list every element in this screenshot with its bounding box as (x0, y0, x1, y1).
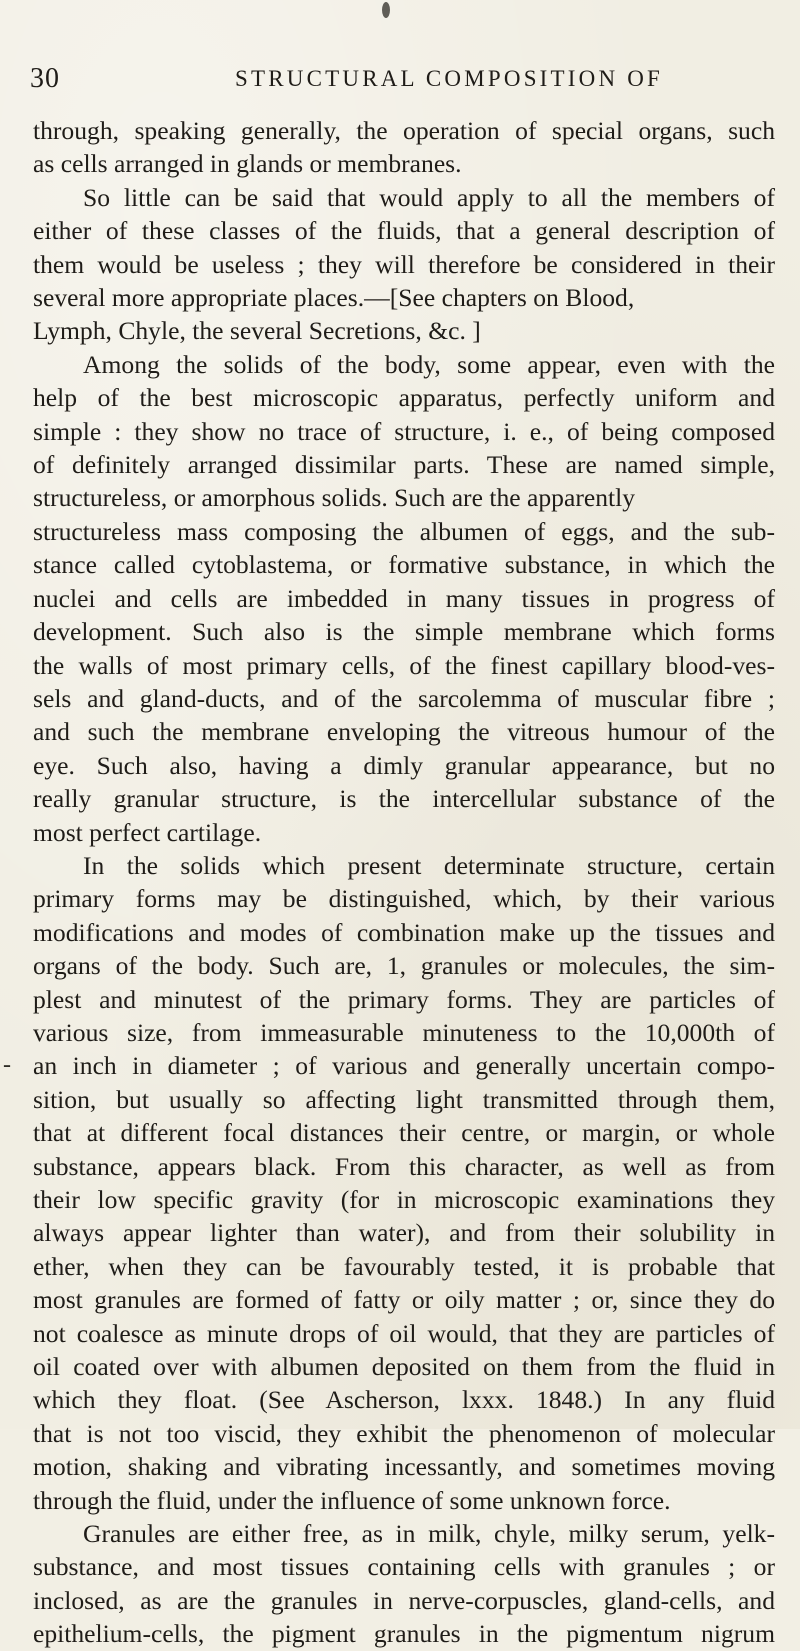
text-line: that is not too viscid, they exhibit the phenomenon of molecular (33, 1418, 775, 1448)
text-line: structureless mass composing the albumen of eggs, and the sub- (33, 516, 775, 546)
text-line: not coalesce as minute drops of oil would, that they are particles of (33, 1318, 775, 1348)
text-line: which they float. (See Ascherson, lxxx. 1848.) In any fluid (33, 1385, 775, 1415)
text-line: ether, when they can be favourably tested, it is probable that (33, 1251, 775, 1281)
text-line: help of the best microscopic apparatus, perfectly uniform and (33, 383, 775, 413)
text-line: always appear lighter than water), and from their solubility in (33, 1218, 775, 1248)
text-line: Among the solids of the body, some appear, even with the (83, 349, 775, 379)
text-line: motion, shaking and vibrating incessantly, and sometimes moving (33, 1452, 775, 1482)
text-line: primary forms may be distinguished, which, by their various (33, 884, 775, 914)
text-line: either of these classes of the fluids, that a general description of (33, 216, 775, 246)
text-line: and such the membrane enveloping the vitreous humour of the (33, 717, 775, 747)
text-line: through, speaking generally, the operation of special organs, such (33, 116, 775, 145)
text-line: as cells arranged in glands or membranes. (33, 149, 462, 179)
text-line: them would be useless ; they will therefore be considered in their (33, 249, 775, 279)
text-line: through the fluid, under the influence of some unknown force. (33, 1485, 671, 1515)
text-line: that at different focal distances their centre, or margin, or whole (33, 1118, 775, 1148)
text-line: Granules are either free, as in milk, chyle, milky serum, yelk- (83, 1519, 775, 1549)
text-line: simple : they show no trace of structure, i. e., of being composed (33, 416, 775, 446)
text-line: modifications and modes of combination make up the tissues and (33, 917, 775, 947)
text-line: So little can be said that would apply to all the members of (83, 182, 775, 212)
text-line: plest and minutest of the primary forms. They are particles of (33, 984, 775, 1014)
text-line: substance, appears black. From this character, as well as from (33, 1151, 775, 1181)
text-line: development. Such also is the simple membrane which forms (33, 617, 775, 647)
text-line: nuclei and cells are imbedded in many tissues in progress of (33, 583, 775, 613)
ink-speck (382, 2, 390, 18)
text-line: substance, and most tissues containing cells with granules ; or (33, 1552, 775, 1582)
text-line: stance called cytoblastema, or formative substance, in which the (33, 550, 775, 580)
text-line: structureless, or amorphous solids. Such are the apparently (33, 483, 636, 513)
text-line: most perfect cartilage. (33, 817, 262, 847)
text-line: their low specific gravity (for in microscopic examinations they (33, 1185, 775, 1214)
text-line: sels and gland-ducts, and of the sarcolemma of muscular fibre ; (33, 683, 775, 713)
text-line: inclosed, as are the granules in nerve-corpuscles, gland-cells, and (33, 1585, 775, 1615)
margin-mark: - (3, 1052, 11, 1078)
text-line: epithelium-cells, the pigment granules in the pigmentum nigrum (33, 1619, 775, 1649)
text-line: an inch in diameter ; of various and generally uncertain compo- (33, 1051, 775, 1081)
text-line: really granular structure, is the intercellular substance of the (33, 784, 775, 814)
text-line: Lymph, Chyle, the several Secretions, &c. ] (33, 316, 481, 346)
text-line: most granules are formed of fatty or oily matter ; or, since they do (33, 1285, 775, 1315)
text-line: several more appropriate places.—[See chapters on Blood, (33, 283, 635, 313)
page-header (30, 62, 770, 96)
text-line: the walls of most primary cells, of the finest capillary blood-ves- (33, 650, 775, 680)
page-number: 30 (30, 63, 60, 94)
text-line: organs of the body. Such are, 1, granules or molecules, the sim- (33, 951, 775, 981)
text-line: various size, from immeasurable minuteness to the 10,000th of (33, 1017, 775, 1047)
text-line: eye. Such also, having a dimly granular appearance, but no (33, 750, 775, 780)
running-head: STRUCTURAL COMPOSITION OF (235, 66, 664, 91)
text-line: sition, but usually so affecting light transmitted through them, (33, 1084, 775, 1114)
text-line: oil coated over with albumen deposited on them from the fluid in (33, 1352, 775, 1382)
text-line: of definitely arranged dissimilar parts. These are named simple, (33, 450, 775, 480)
body-text (33, 114, 775, 1651)
text-line: In the solids which present determinate structure, certain (83, 850, 775, 880)
